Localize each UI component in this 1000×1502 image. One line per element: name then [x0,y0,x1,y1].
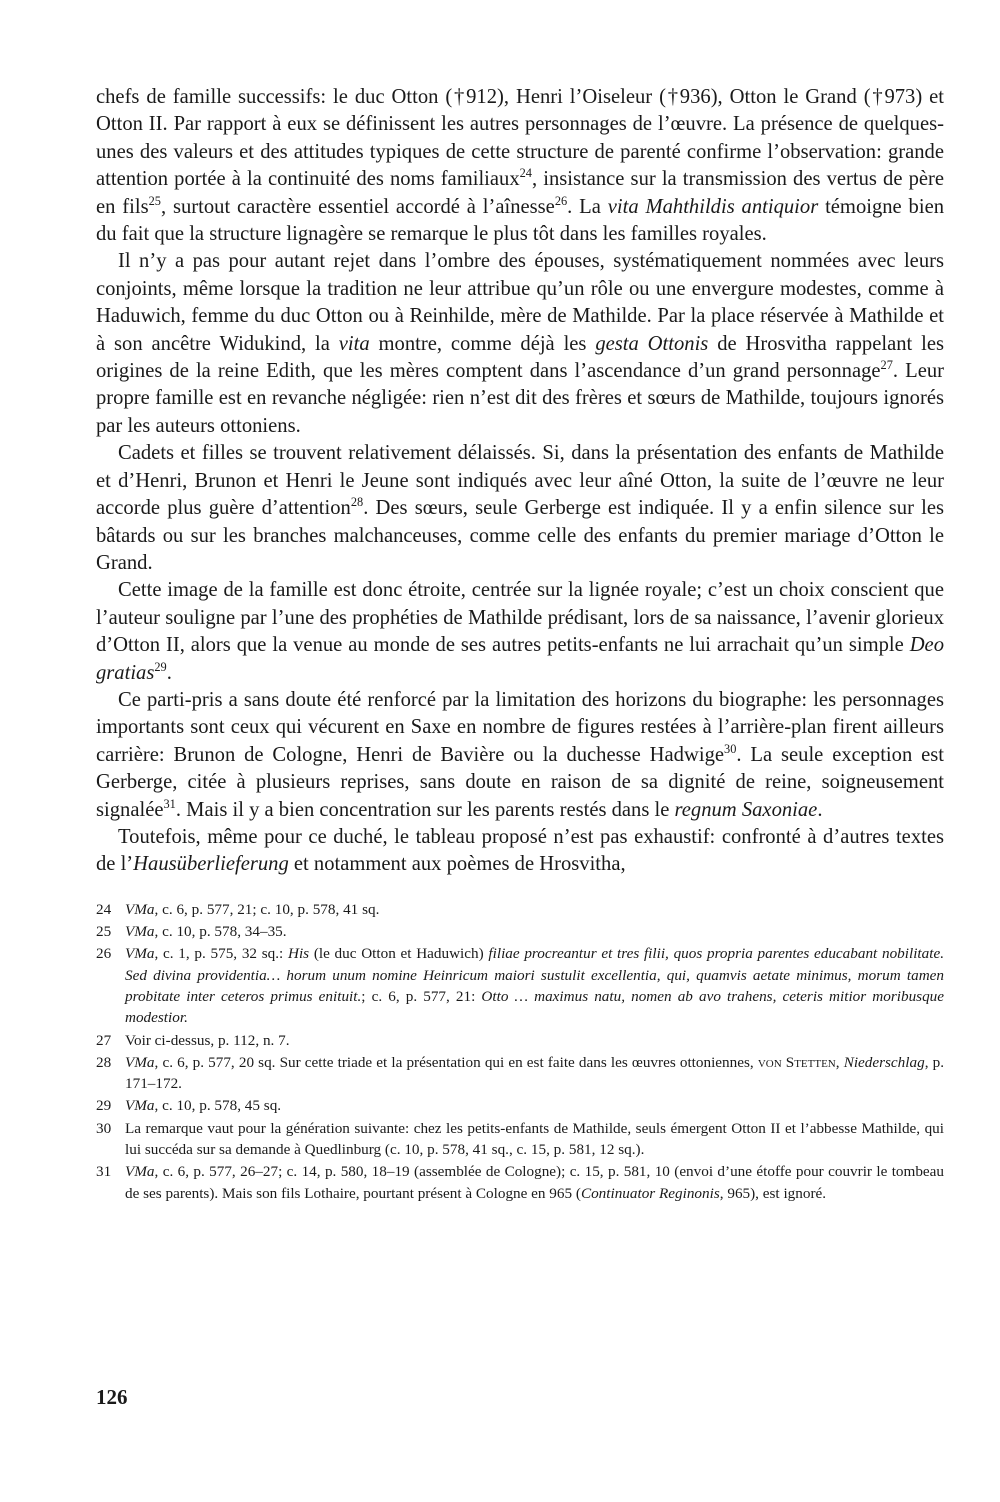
paragraph: chefs de famille successifs: le duc Otton (†912), Henri l’Oiseleur (†936), Otton le Grand (†973) et Otton II. Par rapport à eux se définissent les autres personnages de l’œuvre. La présence de quelques-unes des valeurs et des attitudes typiques de cette structure de parenté confirme l’observation: grande attention portée à la continuité des noms familiaux$^{24}$, insistance sur la transmission des vertus de père en fils$^{25}$, surtout caractère essentiel accordé à l’aînesse$^{26}$. La vita Mahthildis antiquior témoigne bien du fait que la structure lignagère se remarque le plus tôt dans les familles royales. [96,86,945,246]
footnote-number: 27 [96,1031,112,1049]
footnote [96,943,944,1028]
footnote-text: VMa, c. 10, p. 578, 45 sq. [125,1097,282,1115]
footnote-number: 24 [96,900,112,918]
footnote-number: 29 [96,1097,112,1115]
paragraph: Cadets et filles se trouvent relativement délaissés. Si, dans la présentation des enfants de Mathilde et d’Henri, Brunon et Henri le Jeune sont indiqués avec leur aîné Otton, la suite de l’œuvre ne leur accorde plus guère d’attention$^{28}$. Des sœurs, seule Gerberge est indiquée. Il y a enfin silence sur les bâtards ou sur les branches malchanceuses, comme celle des enfants du premier mariage d’Otton le Grand. [96,442,945,574]
footnote-text: Voir ci-dessus, p. 112, n. 7. [125,1031,290,1049]
footnote-number: 28 [96,1053,112,1071]
footnote [96,899,944,920]
footnote [96,1118,944,1161]
footnotes [96,899,944,1204]
footnote [96,1161,944,1204]
footnote [96,1095,944,1116]
paragraph: Il n’y a pas pour autant rejet dans l’ombre des épouses, systématiquement nommées avec leurs conjoints, même lorsque la tradition ne leur attribue qu’un rôle ou une envergure modestes, comme à Haduwich, femme du duc Otton ou à Reinhilde, mère de Mathilde. Par la place réservée à Mathilde et à son ancêtre Widukind, la vita montre, comme déjà les gesta Ottonis de Hrosvitha rappelant les origines de la reine Edith, que les mères comptent dans l’ascendance d’un grand personnage$^{27}$. Leur propre famille est en revanche négligée: rien n’est dit des frères et sœurs de Mathilde, toujours ignorés par les auteurs ottoniens. [96,250,945,437]
footnote [96,1052,944,1095]
footnote-text: VMa, c. 6, p. 577, 21; c. 10, p. 578, 41 sq. [125,900,380,918]
footnote-text: VMa, c. 6, p. 577, 20 sq. Sur cette triade et la présentation qui en est faite dans les œuvres ottoniennes, von Stetten, Niederschlag, p. 171–172. [125,1053,944,1093]
footnote-text: VMa, c. 10, p. 578, 34–35. [125,923,287,941]
footnote-number: 31 [96,1163,112,1181]
body-text [96,84,944,879]
footnote-text: VMa, c. 1, p. 575, 32 sq.: His (le duc Otton et Haduwich) filiae procreantur et tres filii, quos propria parentes educabant nobilitate. Sed divina providentia… horum unum nomine Heinricum maiori sustulit excellentia, qui, quamvis aetate minimus, morum tamen probitate inter ceteros primus enituit.; c. 6, p. 577, 21: Otto … maximus natu, nomen ab avo trahens, ceteris mitior moribusque modestior. [125,945,945,1027]
footnote-text: VMa, c. 6, p. 577, 26–27; c. 14, p. 580, 18–19 (assemblée de Cologne); c. 15, p. 581, 10 (envoi d’une étoffe pour couvrir le tombeau de ses parents). Mais son fils Lothaire, pourtant présent à Cologne en 965 (Continuator Reginonis, 965), est ignoré. [125,1163,944,1202]
footnote-number: 26 [96,945,112,963]
paragraph: Ce parti-pris a sans doute été renforcé par la limitation des horizons du biographe: les personnages importants sont ceux qui vécurent en Saxe en nombre de figures restées à l’arrière-plan firent ailleurs carrière: Brunon de Cologne, Henri de Bavière ou la duchesse Hadwige$^{30}$. La seule exception est Gerberge, citée à plusieurs reprises, sans doute en raison de sa dignité de reine, soigneusement signalée$^{31}$. Mais il y a bien concentration sur les parents restés dans le regnum Saxoniae. [96,688,944,821]
footnote-number: 30 [96,1119,112,1137]
footnote [96,921,944,942]
footnote-text: La remarque vaut pour la génération suivante: chez les petits-enfants de Mathilde, seuls émergent Otton II et l’abbesse Mathilde, qui lui succéda sur sa demande à Quedlinburg (c. 10, p. 578, 41 sq., c. 15, p. 581, 12 sq.). [125,1119,944,1159]
page-number: 126 [96,1385,128,1409]
paragraph: Cette image de la famille est donc étroite, centrée sur la lignée royale; c’est un choix conscient que l’auteur souligne par l’une des prophéties de Mathilde prédisant, lors de sa naissance, l’avenir glorieux d’Otton II, alors que la venue au monde de ses autres petits-enfants ne lui arrachait qu’un simple Deo gratias$^{29}$. [96,579,944,684]
page-content [96,84,944,1205]
footnote-number: 25 [96,923,112,941]
paragraph: Toutefois, même pour ce duché, le tableau proposé n’est pas exhaustif: confronté à d’autres textes de l’Hausüberlieferung et notamment aux poèmes de Hrosvitha, [96,825,944,876]
footnote [96,1030,944,1051]
